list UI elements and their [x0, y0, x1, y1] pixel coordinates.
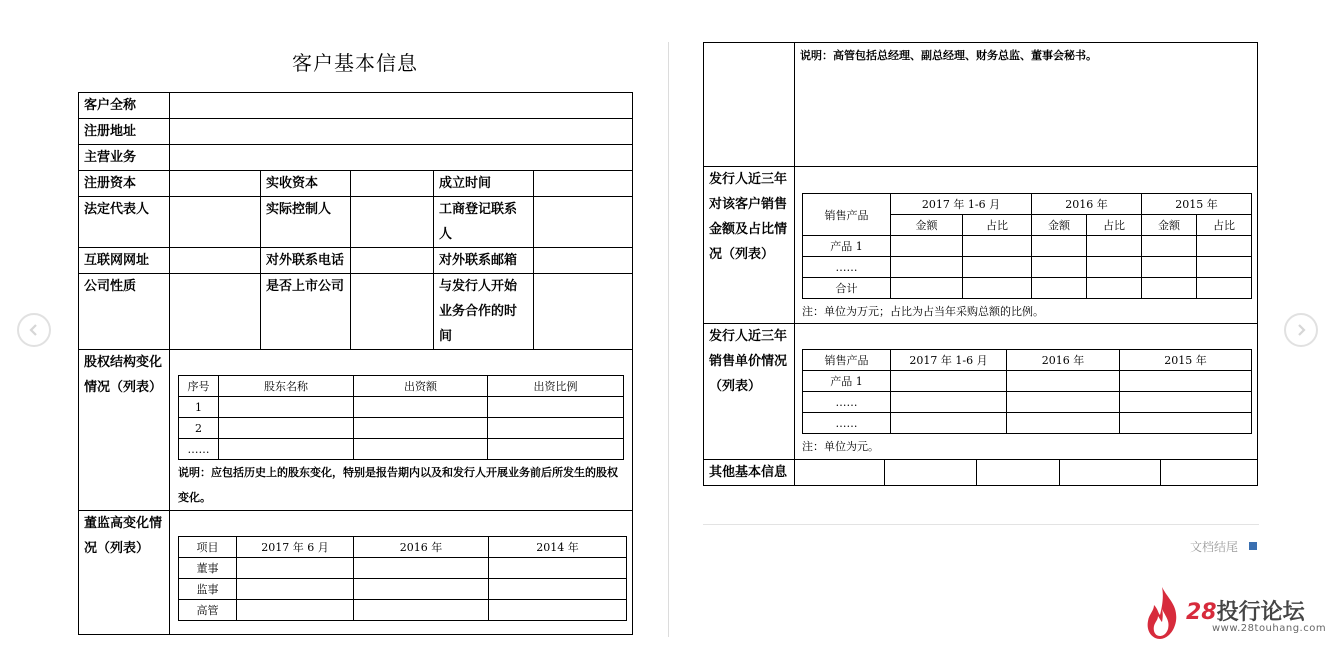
label-reg-address: 注册地址 — [79, 119, 170, 145]
logo-brand-number: 28 — [1186, 600, 1217, 625]
table-row: 2 — [179, 418, 624, 439]
table-row: 董事 — [179, 558, 627, 579]
equity-table — [178, 375, 624, 460]
logo-wordmark — [1186, 595, 1305, 626]
sales-subheader-amount: 金额 — [1032, 215, 1087, 236]
page-divider — [668, 42, 669, 637]
label-reg-capital: 注册资本 — [79, 171, 170, 197]
page-title: 客户基本信息 — [292, 51, 418, 75]
label-company-type: 公司性质 — [79, 274, 170, 350]
board-header-2016: 2016 年 — [354, 537, 489, 558]
table-row: …… — [803, 257, 1252, 278]
site-logo — [1142, 585, 1327, 645]
label-paid-capital: 实收资本 — [261, 171, 351, 197]
label-price: 发行人近三年销售单价情况（列表） — [704, 324, 795, 460]
board-header-2014: 2014 年 — [489, 537, 627, 558]
chevron-left-icon — [27, 323, 41, 337]
mgmt-note: 说明：高管包括总经理、副总经理、财务总监、董事会秘书。 — [800, 49, 1097, 62]
sales-subheader-ratio: 占比 — [963, 215, 1032, 236]
equity-header-amount: 出资额 — [354, 376, 488, 397]
sales-table — [802, 193, 1252, 299]
table-row: …… — [803, 392, 1252, 413]
label-other: 其他基本信息 — [704, 460, 795, 486]
value-paid-capital — [351, 171, 434, 197]
logo-brand-name: 投行论坛 — [1216, 600, 1305, 625]
chevron-right-icon — [1294, 323, 1308, 337]
value-email — [534, 248, 633, 274]
label-equity: 股权结构变化情况（列表） — [79, 350, 170, 511]
doc-end-marker — [1249, 542, 1257, 550]
value-biz-contact — [534, 197, 633, 248]
label-email: 对外联系邮箱 — [434, 248, 534, 274]
value-is-listed — [351, 274, 434, 350]
value-legal-rep — [170, 197, 261, 248]
label-board: 董监高变化情况（列表） — [79, 511, 170, 635]
flame-icon — [1142, 585, 1182, 641]
equity-header-ratio: 出资比例 — [488, 376, 624, 397]
table-row: 产品 1 — [803, 236, 1252, 257]
table-row: 产品 1 — [803, 371, 1252, 392]
value-full-name — [170, 93, 633, 119]
table-row: 1 — [179, 397, 624, 418]
label-legal-rep: 法定代表人 — [79, 197, 170, 248]
equity-header-holder: 股东名称 — [219, 376, 354, 397]
end-divider — [703, 524, 1259, 525]
label-biz-contact: 工商登记联系人 — [434, 197, 534, 248]
value-reg-capital — [170, 171, 261, 197]
label-full-name: 客户全称 — [79, 93, 170, 119]
table-row: 合计 — [803, 278, 1252, 299]
label-is-listed: 是否上市公司 — [261, 274, 351, 350]
label-phone: 对外联系电话 — [261, 248, 351, 274]
mgmt-note-cell — [795, 43, 1258, 167]
sales-header-2015: 2015 年 — [1142, 194, 1252, 215]
value-reg-address — [170, 119, 633, 145]
board-table — [178, 536, 627, 621]
board-cell — [170, 511, 633, 635]
customer-info-table — [78, 92, 633, 635]
value-main-business — [170, 145, 633, 171]
price-table — [802, 349, 1252, 434]
next-page-button[interactable] — [1284, 313, 1318, 347]
label-controller: 实际控制人 — [261, 197, 351, 248]
sales-subheader-ratio: 占比 — [1197, 215, 1252, 236]
label-founded: 成立时间 — [434, 171, 534, 197]
price-header-2015: 2015 年 — [1120, 350, 1252, 371]
value-controller — [351, 197, 434, 248]
logo-url: www.28touhang.com — [1212, 623, 1327, 634]
price-cell — [795, 324, 1258, 460]
prev-page-button[interactable] — [17, 313, 51, 347]
equity-note: 说明：应包括历史上的股东变化，特别是报告期内以及和发行人开展业务前后所发生的股权变化。 — [178, 466, 618, 504]
value-founded — [534, 171, 633, 197]
sales-subheader-amount: 金额 — [1142, 215, 1197, 236]
mgmt-label-cell — [704, 43, 795, 167]
table-row: 监事 — [179, 579, 627, 600]
sales-header-product: 销售产品 — [803, 194, 891, 236]
sales-header-2017: 2017 年 1-6 月 — [891, 194, 1032, 215]
customer-info-continued-table — [703, 42, 1258, 486]
sales-note: 注：单位为万元；占比为占当年采购总额的比例。 — [802, 305, 1044, 318]
price-note: 注：单位为元。 — [802, 440, 879, 453]
board-header-2017: 2017 年 6 月 — [237, 537, 354, 558]
price-header-2017: 2017 年 1-6 月 — [891, 350, 1007, 371]
table-row: 高管 — [179, 600, 627, 621]
label-sales: 发行人近三年对该客户销售金额及占比情况（列表） — [704, 167, 795, 324]
left-document-page — [78, 92, 632, 635]
value-website — [170, 248, 261, 274]
price-header-2016: 2016 年 — [1007, 350, 1120, 371]
value-phone — [351, 248, 434, 274]
sales-cell — [795, 167, 1258, 324]
equity-cell — [170, 350, 633, 511]
label-main-business: 主营业务 — [79, 145, 170, 171]
sales-subheader-ratio: 占比 — [1087, 215, 1142, 236]
sales-header-2016: 2016 年 — [1032, 194, 1142, 215]
other-cell — [795, 460, 1258, 486]
other-split — [795, 460, 1257, 485]
doc-end-label: 文档结尾 — [1190, 540, 1239, 554]
value-start-time — [534, 274, 633, 350]
equity-header-seq: 序号 — [179, 376, 219, 397]
sales-subheader-amount: 金额 — [891, 215, 963, 236]
value-company-type — [170, 274, 261, 350]
right-document-page — [703, 42, 1257, 486]
label-start-time: 与发行人开始业务合作的时间 — [434, 274, 534, 350]
table-row: …… — [179, 439, 624, 460]
price-header-product: 销售产品 — [803, 350, 891, 371]
table-row: …… — [803, 413, 1252, 434]
label-website: 互联网网址 — [79, 248, 170, 274]
board-header-item: 项目 — [179, 537, 237, 558]
